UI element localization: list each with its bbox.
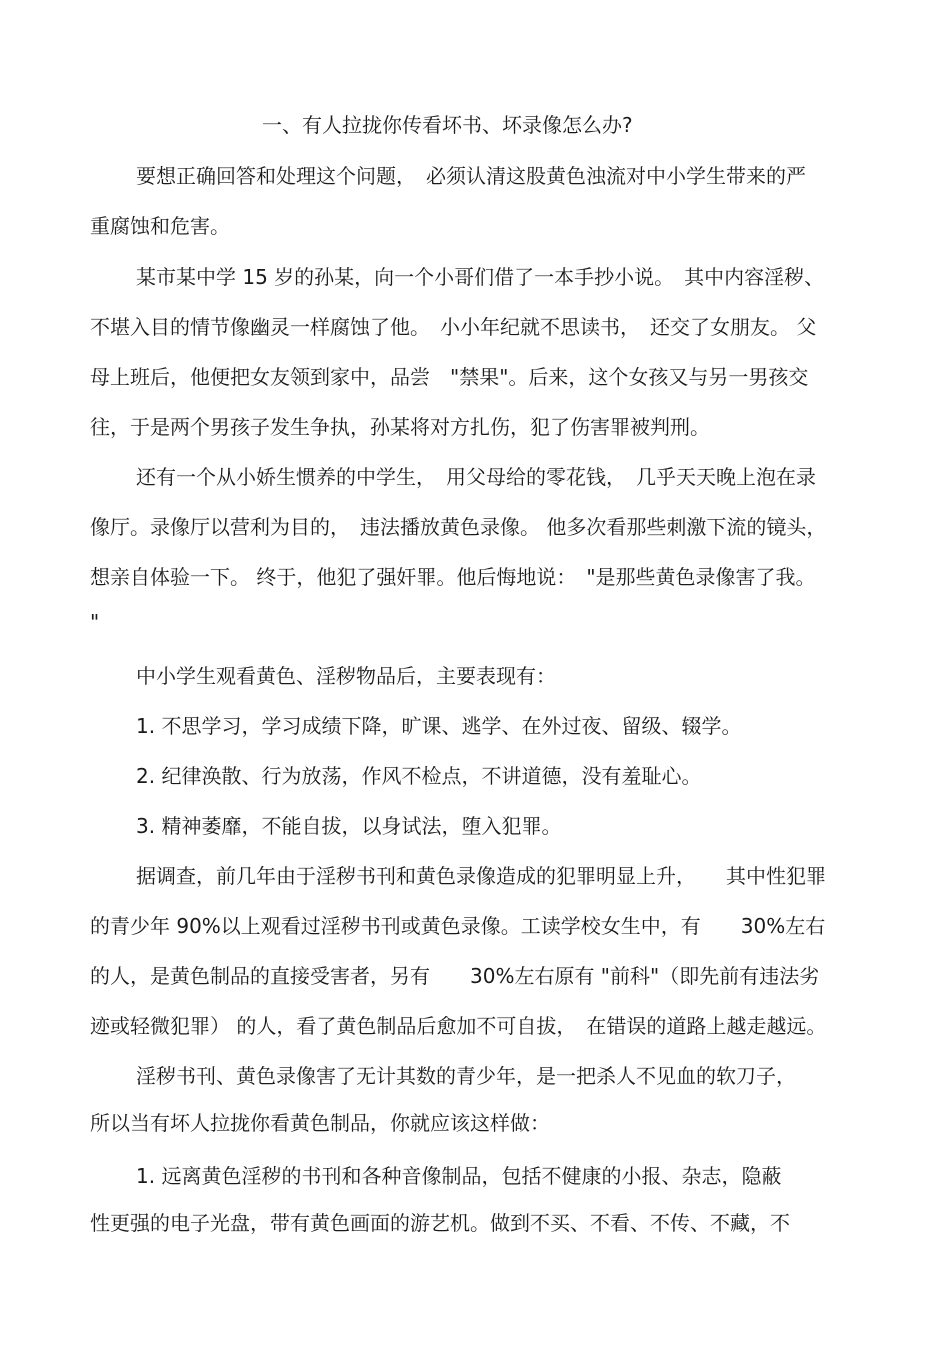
paragraph-line: 性更强的电子光盘，带有黄色画面的游艺机。做到不买、不看、不传、不藏，不 <box>90 1211 790 1235</box>
paragraph-line: 母上班后，他便把女友领到家中，品尝 "禁果"。后来，这个女孩又与另一男孩交 <box>90 365 809 389</box>
list-item: 2. 纪律涣散、行为放荡，作风不检点，不讲道德，没有羞耻心。 <box>136 764 702 788</box>
paragraph-line: 不堪入目的情节像幽灵一样腐蚀了他。 小小年纪就不思读书， 还交了女朋友。 父 <box>90 315 817 339</box>
paragraph-line: 迹或轻微犯罪） 的人，看了黄色制品后愈加不可自拔， 在错误的道路上越走越远。 <box>90 1014 827 1038</box>
list-item: 1. 远离黄色淫秽的书刊和各种音像制品，包括不健康的小报、杂志，隐蔽 <box>136 1164 782 1188</box>
paragraph-line: 要想正确回答和处理这个问题， 必须认清这股黄色浊流对中小学生带来的严 <box>136 164 806 188</box>
paragraph-line: 的青少年 90%以上观看过淫秽书刊或黄色录像。工读学校女生中，有 30%左右 <box>90 914 826 938</box>
paragraph-line: 像厅。录像厅以营利为目的， 违法播放黄色录像。 他多次看那些刺激下流的镜头， <box>90 515 827 539</box>
paragraph-line: 往，于是两个男孩子发生争执，孙某将对方扎伤，犯了伤害罪被判刑。 <box>90 415 710 439</box>
paragraph-line: 某市某中学 15 岁的孙某，向一个小哥们借了一本手抄小说。 其中内容淫秽、 <box>136 265 825 289</box>
paragraph-line: 想亲自体验一下。 终于，他犯了强奸罪。他后悔地说： "是那些黄色录像害了我。 <box>90 565 816 589</box>
paragraph-line: 的人，是黄色制品的直接受害者，另有 30%左右原有 "前科"（即先前有违法劣 <box>90 964 820 988</box>
paragraph-line: 所以当有坏人拉拢你看黄色制品，你就应该这样做： <box>90 1111 550 1135</box>
paragraph-line: 淫秽书刊、黄色录像害了无计其数的青少年，是一把杀人不见血的软刀子， <box>136 1064 796 1088</box>
list-item: 1. 不思学习，学习成绩下降，旷课、逃学、在外过夜、留级、辍学。 <box>136 714 742 738</box>
paragraph-line: 据调查，前几年由于淫秽书刊和黄色录像造成的犯罪明显上升， 其中性犯罪 <box>136 864 826 888</box>
list-item: 3. 精神萎靡，不能自拔，以身试法，堕入犯罪。 <box>136 814 562 838</box>
paragraph-line: 中小学生观看黄色、淫秽物品后，主要表现有： <box>136 664 556 688</box>
document-title: 一、有人拉拢你传看坏书、坏录像怎么办? <box>262 113 633 137</box>
paragraph-line: " <box>90 610 100 634</box>
paragraph-line: 还有一个从小娇生惯养的中学生， 用父母给的零花钱， 几乎天天晚上泡在录 <box>136 465 816 489</box>
paragraph-line: 重腐蚀和危害。 <box>90 214 230 238</box>
